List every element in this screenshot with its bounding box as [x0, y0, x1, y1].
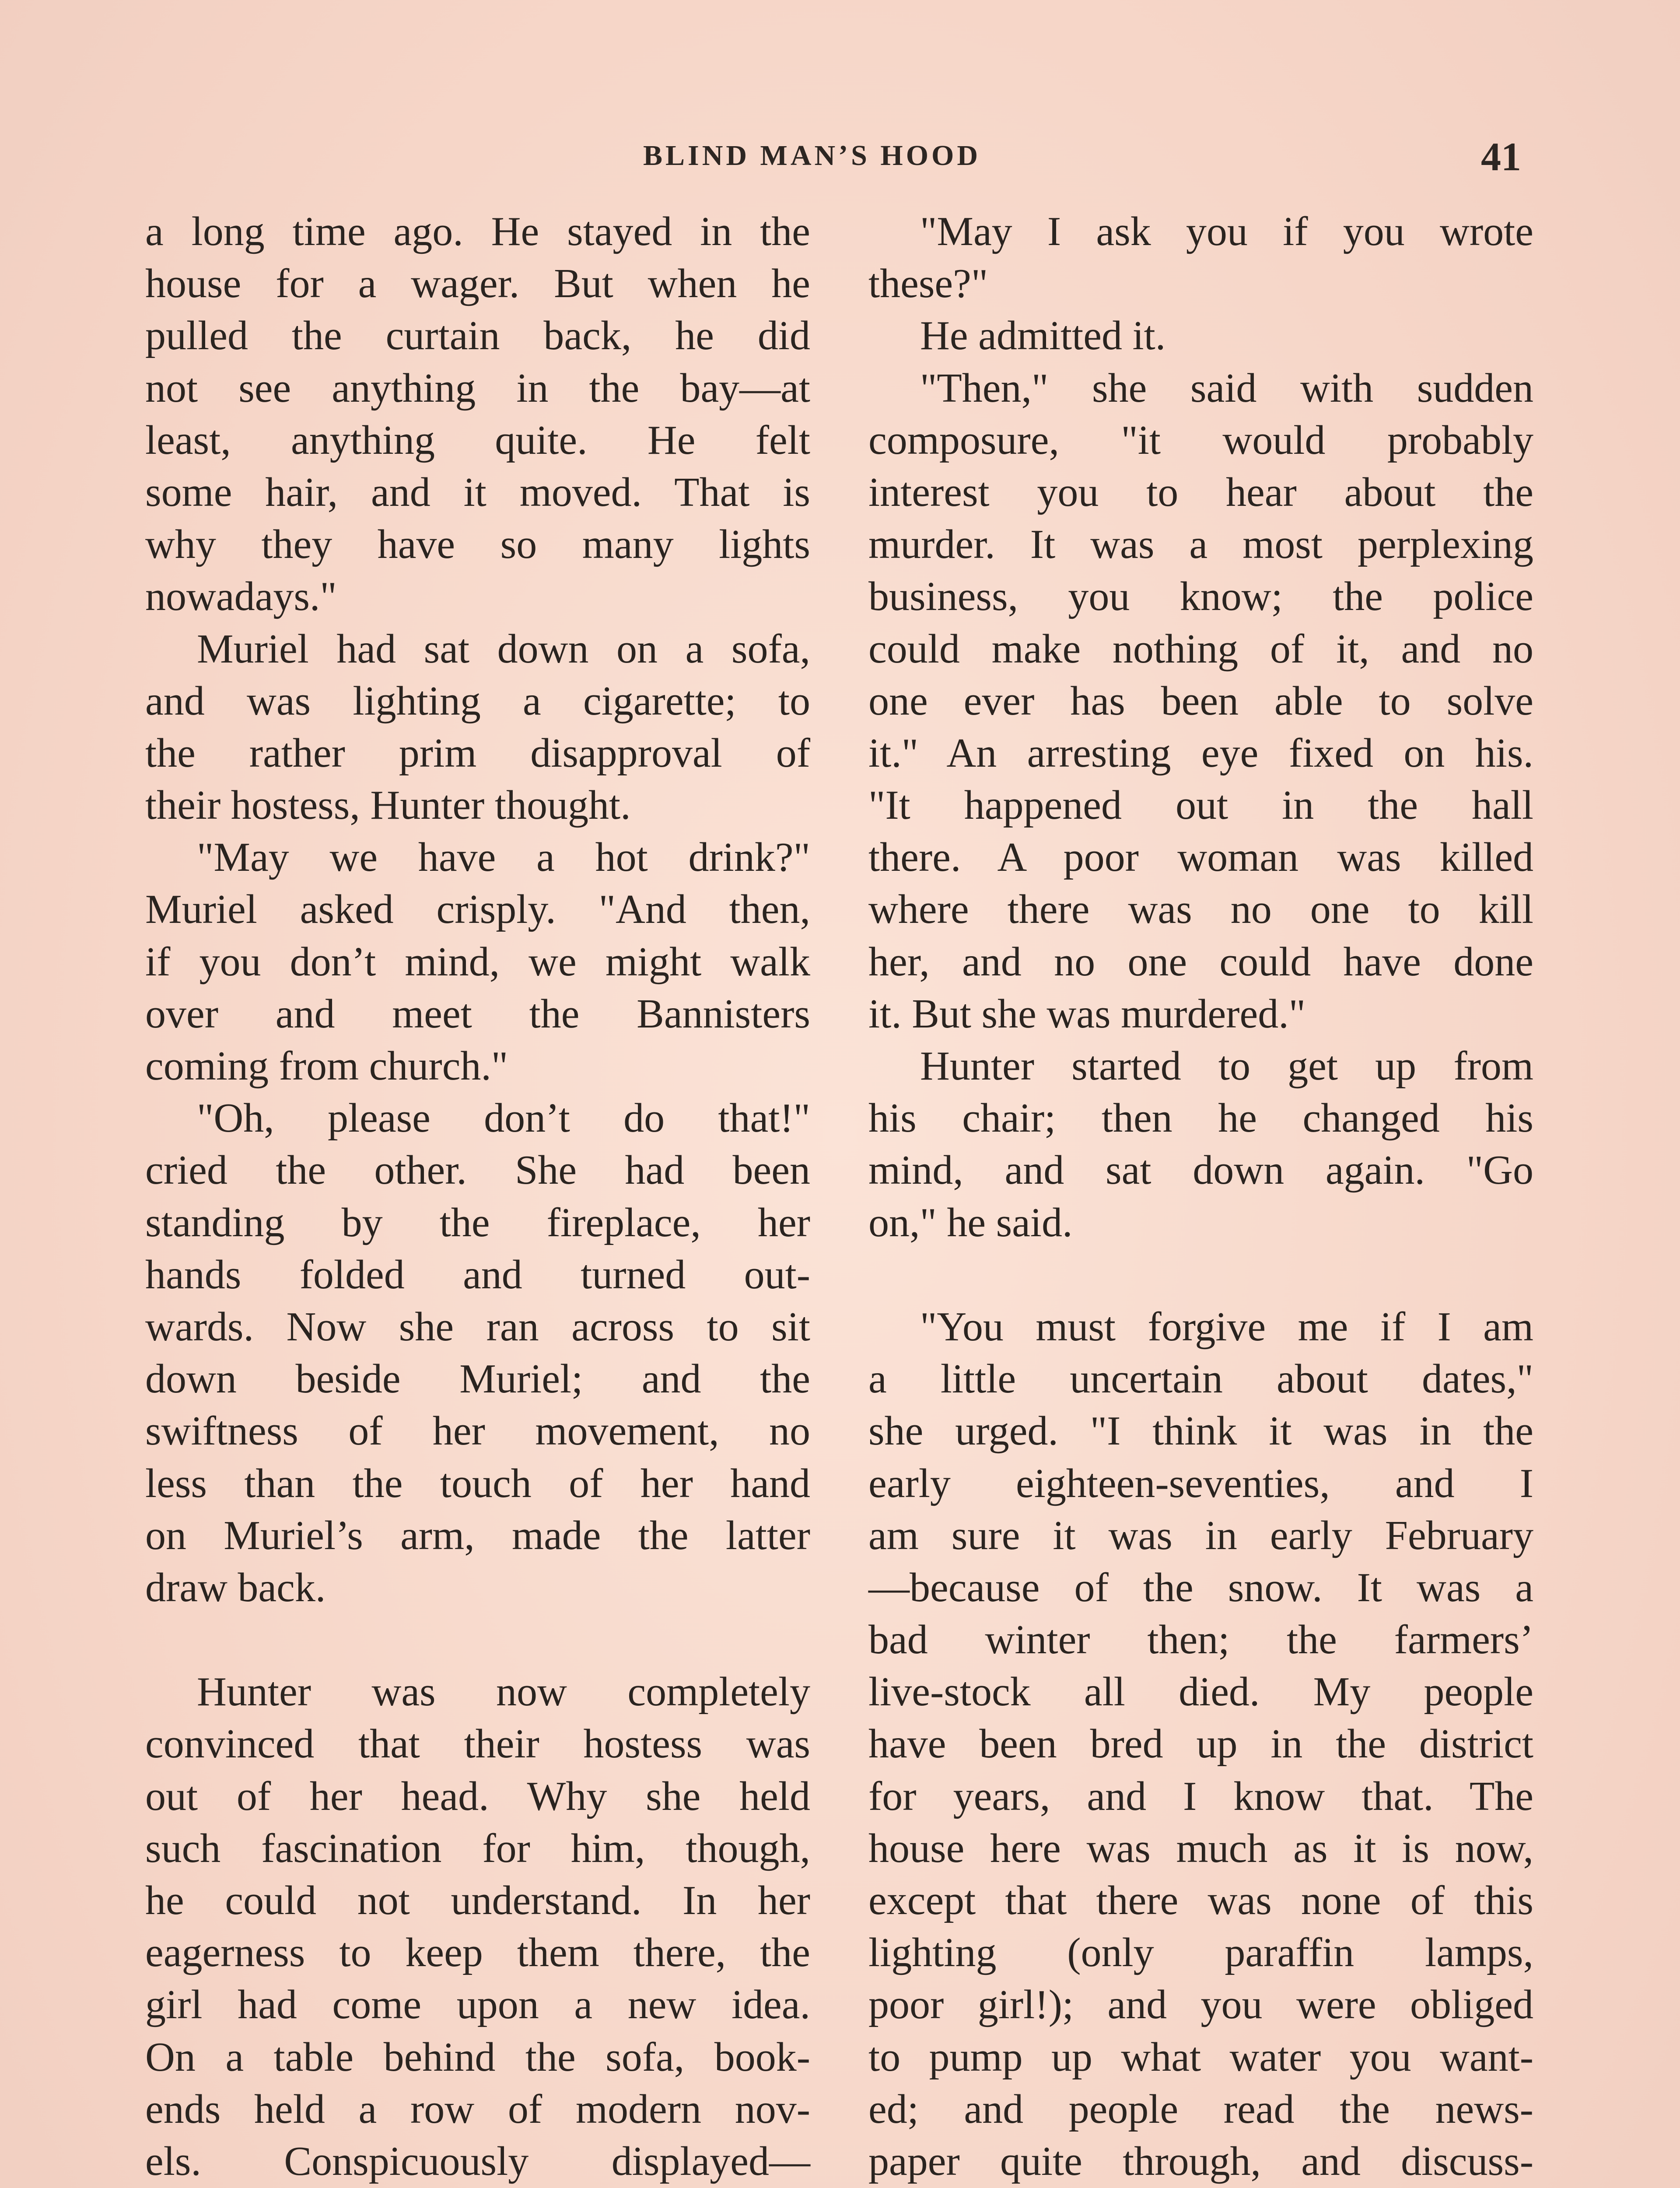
text-line: Muriel asked crisply. "And then,: [145, 887, 810, 933]
text-line: lighting (only paraffin lamps,: [868, 1930, 1533, 1976]
text-line: standing by the fireplace, her: [145, 1199, 810, 1245]
text-line: ed; and people read the news-: [868, 2086, 1533, 2132]
text-line: paper quite through, and discuss-: [868, 2138, 1533, 2184]
text-line: one ever has been able to solve: [868, 678, 1533, 724]
text-line: cried the other. She had been: [145, 1147, 810, 1193]
text-line: some hair, and it moved. That is: [145, 469, 810, 515]
text-line: draw back.: [145, 1564, 326, 1610]
text-line: house here was much as it is now,: [868, 1825, 1533, 1871]
text-line: Hunter was now completely: [197, 1669, 810, 1715]
text-line: on," he said.: [868, 1199, 1073, 1245]
text-line: to pump up what water you want-: [868, 2034, 1533, 2080]
running-title: BLIND MAN’S HOOD: [643, 140, 981, 172]
text-line: [868, 1249, 1533, 1301]
text-line: a long time ago. He stayed in the: [145, 209, 810, 254]
text-line: "Then," she said with sudden: [920, 365, 1533, 411]
text-line: and was lighting a cigarette; to: [145, 678, 810, 724]
text-line: early eighteen-seventies, and I: [868, 1460, 1533, 1506]
text-line: such fascination for him, though,: [145, 1825, 810, 1871]
text-line: pulled the curtain back, he did: [145, 313, 810, 359]
text-line: "Oh, please don’t do that!": [197, 1095, 810, 1141]
text-line: her, and no one could have done: [868, 939, 1533, 985]
text-line: less than the touch of her hand: [145, 1460, 810, 1506]
left-text-column: [145, 206, 810, 2188]
text-line: wards. Now she ran across to sit: [145, 1304, 810, 1350]
text-line: ends held a row of modern nov-: [145, 2086, 810, 2132]
text-line: a little uncertain about dates,": [868, 1356, 1533, 1402]
text-line: hands folded and turned out-: [145, 1252, 810, 1297]
text-line: poor girl!); and you were obliged: [868, 1982, 1533, 2028]
text-line: "It happened out in the hall: [868, 782, 1533, 828]
text-line: girl had come upon a new idea.: [145, 1982, 810, 2028]
text-line: she urged. "I think it was in the: [868, 1408, 1533, 1454]
text-line: least, anything quite. He felt: [145, 417, 810, 463]
text-line: not see anything in the bay—at: [145, 365, 810, 411]
text-line: have been bred up in the district: [868, 1721, 1533, 1767]
text-line: business, you know; the police: [868, 574, 1533, 620]
text-line: if you don’t mind, we might walk: [145, 939, 810, 985]
text-line: why they have so many lights: [145, 522, 810, 568]
text-line: he could not understand. In her: [145, 1878, 810, 1923]
text-line: on Muriel’s arm, made the latter: [145, 1512, 810, 1558]
text-line: mind, and sat down again. "Go: [868, 1147, 1533, 1193]
text-line: am sure it was in early February: [868, 1512, 1533, 1558]
text-line: interest you to hear about the: [868, 469, 1533, 515]
text-line: "You must forgive me if I am: [920, 1304, 1533, 1350]
text-line: els. Conspicuously displayed—: [145, 2138, 810, 2184]
text-line: Hunter started to get up from: [920, 1043, 1533, 1089]
text-line: On a table behind the sofa, book-: [145, 2034, 810, 2080]
text-line: these?": [868, 261, 988, 307]
text-line: convinced that their hostess was: [145, 1721, 810, 1767]
text-line: the rather prim disapproval of: [145, 730, 810, 776]
text-line: for years, and I know that. The: [868, 1773, 1533, 1819]
text-line: it." An arresting eye fixed on his.: [868, 730, 1533, 776]
text-line: He admitted it.: [920, 313, 1166, 359]
text-line: his chair; then he changed his: [868, 1095, 1533, 1141]
text-line: over and meet the Bannisters: [145, 991, 810, 1037]
text-line: live-stock all died. My people: [868, 1669, 1533, 1715]
text-line: "May I ask you if you wrote: [920, 209, 1533, 254]
text-line: could make nothing of it, and no: [868, 626, 1533, 672]
text-line: except that there was none of this: [868, 1878, 1533, 1923]
text-line: "May we have a hot drink?": [197, 835, 810, 880]
text-line: out of her head. Why she held: [145, 1773, 810, 1819]
text-line: eagerness to keep them there, the: [145, 1930, 810, 1976]
text-line: nowadays.": [145, 574, 337, 620]
text-line: composure, "it would probably: [868, 417, 1533, 463]
text-line: it. But she was murdered.": [868, 991, 1306, 1037]
text-line: their hostess, Hunter thought.: [145, 782, 631, 828]
text-line: —because of the snow. It was a: [868, 1564, 1533, 1610]
text-line: [145, 1614, 810, 1666]
text-line: bad winter then; the farmers’: [868, 1617, 1533, 1663]
text-line: coming from church.": [145, 1043, 508, 1089]
text-line: there. A poor woman was killed: [868, 835, 1533, 880]
text-line: Muriel had sat down on a sofa,: [197, 626, 810, 672]
text-line: where there was no one to kill: [868, 887, 1533, 933]
text-line: house for a wager. But when he: [145, 261, 810, 307]
text-line: swiftness of her movement, no: [145, 1408, 810, 1454]
text-line: down beside Muriel; and the: [145, 1356, 810, 1402]
text-line: murder. It was a most perplexing: [868, 522, 1533, 568]
page-number: 41: [1481, 134, 1521, 179]
right-text-column: [868, 206, 1533, 2188]
